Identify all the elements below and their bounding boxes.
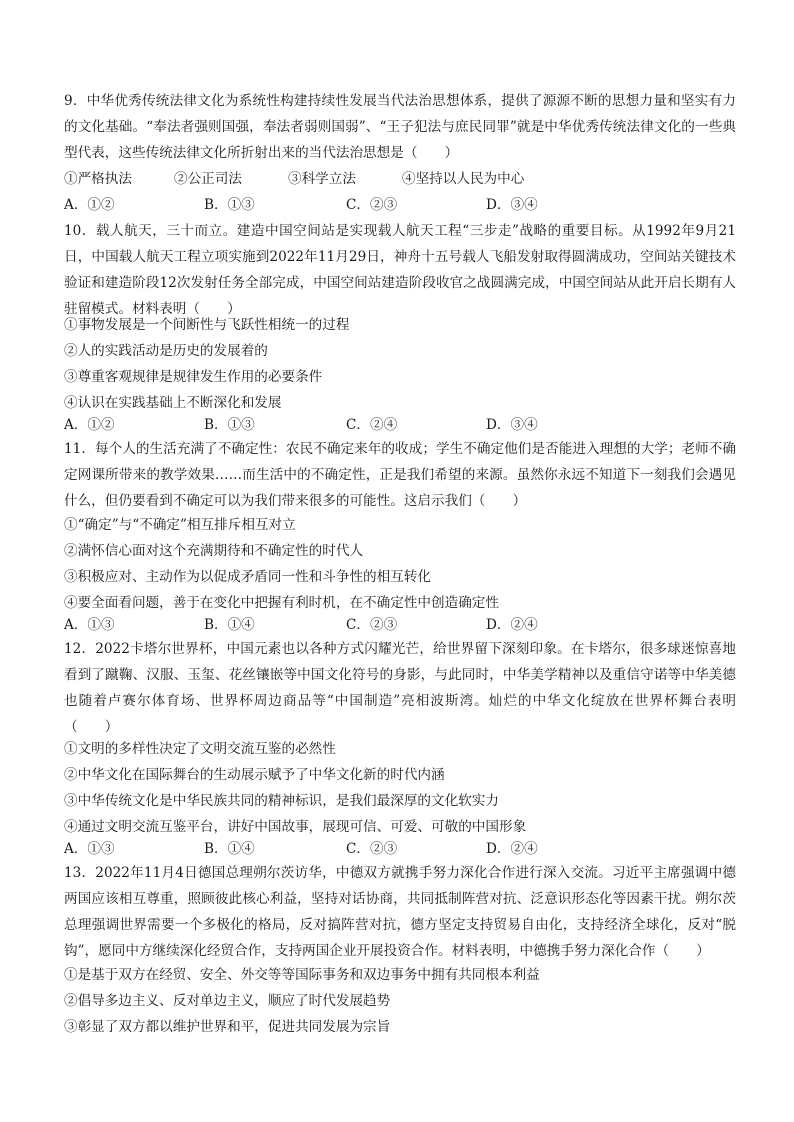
answer-option-a: A．①③ <box>64 617 115 633</box>
question-10-answers <box>64 412 744 438</box>
answer-option-c: C．②③ <box>346 841 398 857</box>
proposition: ④通过文明交流互鉴平台，讲好中国故事，展现可信、可爱、可敬的中国形象 <box>64 819 527 835</box>
q9-item-2: ②公正司法 <box>174 171 242 187</box>
answer-option-b: B．①④ <box>204 617 255 633</box>
answer-option-b: B．①④ <box>204 841 255 857</box>
question-11-propositions <box>64 512 744 616</box>
proposition: ③中华传统文化是中华民族共同的精神标识，是我们最深厚的文化软实力 <box>64 793 499 809</box>
proposition: ④认识在实践基础上不断深化和发展 <box>64 395 282 411</box>
answer-option-d: D．③④ <box>486 417 538 433</box>
proposition: ①文明的多样性决定了文明交流互鉴的必然性 <box>64 741 336 757</box>
proposition: ④要全面看问题，善于在变化中把握有利时机，在不确定性中创造确定性 <box>64 595 499 611</box>
question-11-answers <box>64 612 744 638</box>
answer-option-d: D．②④ <box>486 617 538 633</box>
answer-option-b: B．①③ <box>204 417 255 433</box>
question-10-stem: 10．载人航天，三十而立。建造中国空间站是实现载人航天工程“三步走”战略的重要目标。从1992年9月21日，中国载人航天工程立项实施到2022年11月29日，神舟十五号载人飞船发射取得圆满成功，空间站关键技术验证和建造阶段12次发射任务全部完成，中国空间站建造阶段收官之战圆满完成，中国空间站从此开启长期有人驻留模式。材料表明（ ） <box>64 223 736 317</box>
q9-item-3: ③科学立法 <box>288 171 356 187</box>
proposition: ③彰显了双方都以维护世界和平，促进共同发展为宗旨 <box>64 1019 391 1035</box>
proposition: ①事物发展是一个间断性与飞跃性相统一的过程 <box>64 317 350 333</box>
proposition: ③尊重客观规律是规律发生作用的必要条件 <box>64 369 323 385</box>
q9-item-4: ④坚持以人民为中心 <box>402 171 525 187</box>
answer-option-c: C．②④ <box>346 417 398 433</box>
question-10-propositions <box>64 312 744 416</box>
answer-option-b: B．①③ <box>204 197 255 213</box>
question-9-inline-options <box>64 166 744 192</box>
proposition: ③积极应对、主动作为以促成矛盾同一性和斗争性的相互转化 <box>64 569 432 585</box>
answer-option-c: C．②③ <box>346 197 398 213</box>
question-9-answers <box>64 192 744 218</box>
question-11-stem: 11．每个人的生活充满了不确定性：农民不确定来年的收成；学生不确定他们是否能进入理想的大学；老师不确定网课所带来的教学效果……而生活中的不确定性，正是我们希望的来源。虽然你永远不知道下一刻我们会遇见什么，但仍要看到不确定可以为我们带来很多的可能性。这启示我们（ ） <box>64 441 736 509</box>
proposition: ②人的实践活动是历史的发展着的 <box>64 343 268 359</box>
question-12-answers <box>64 836 744 862</box>
proposition: ①是基于双方在经贸、安全、外交等等国际事务和双边事务中拥有共同根本利益 <box>64 967 540 983</box>
question-9-stem: 9．中华优秀传统法律文化为系统性构建持续性发展当代法治思想体系，提供了源源不断的思想力量和坚实有力的文化基础。“奉法者强则国强，奉法者弱则国弱”、“王子犯法与庶民同罪”就是中华优秀传统法律文化的一些典型代表，这些传统法律文化所折射出来的当代法治思想是（ ） <box>64 93 736 161</box>
proposition: ②满怀信心面对这个充满期待和不确定性的时代人 <box>64 543 364 559</box>
proposition: ②倡导多边主义、反对单边主义，顺应了时代发展趋势 <box>64 993 391 1009</box>
question-12-propositions <box>64 736 744 840</box>
answer-option-d: D．③④ <box>486 197 538 213</box>
proposition: ②中华文化在国际舞台的生动展示赋予了中华文化新的时代内涵 <box>64 767 445 783</box>
q9-item-1: ①严格执法 <box>64 171 132 187</box>
question-13-stem: 13．2022年11月4日德国总理朔尔茨访华，中德双方就携手努力深化合作进行深入交流。习近平主席强调中德两国应该相互尊重，照顾彼此核心利益，坚持对话协商，共同抵制阵营对抗、泛意识形态化等因素干扰。朔尔茨总理强调世界需要一个多极化的格局，反对搞阵营对抗，德方坚定支持贸易自由化，支持经济全球化，反对“脱钩”，愿同中方继续深化经贸合作，支持两国企业开展投资合作。材料表明，中德携手努力深化合作（ ） <box>64 865 736 959</box>
question-12-stem: 12．2022卡塔尔世界杯，中国元素也以各种方式闪耀光芒，给世界留下深刻印象。在卡塔尔，很多球迷惊喜地看到了蹴鞠、汉服、玉玺、花丝镶嵌等中国文化符号的身影，与此同时，中华美学精神以及重信守诺等中华美德也随着卢赛尔体育场、世界杯周边商品等“中国制造”亮相波斯湾。灿烂的中华文化绽放在世界杯舞台表明（ ） <box>64 641 736 735</box>
answer-option-a: A．①② <box>64 417 115 433</box>
answer-option-c: C．②③ <box>346 617 398 633</box>
answer-option-a: A．①② <box>64 197 115 213</box>
proposition: ①“确定”与“不确定”相互排斥相互对立 <box>64 517 296 533</box>
answer-option-a: A．①③ <box>64 841 115 857</box>
question-13-propositions <box>64 962 744 1040</box>
answer-option-d: D．②④ <box>486 841 538 857</box>
